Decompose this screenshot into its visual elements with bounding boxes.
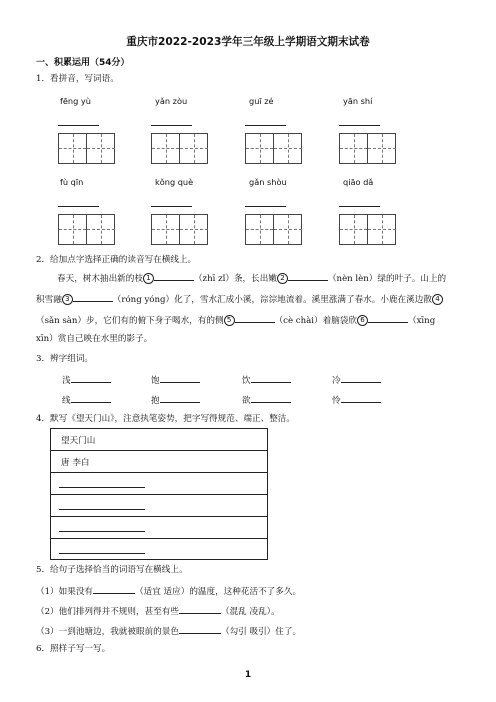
circle-number: 4	[432, 294, 443, 305]
char-item: 浅	[62, 373, 111, 387]
q2-line-1: 春天，树木抽出新的枝 1 （zhī zǐ）条，长出嫩 2 （nèn lèn）绿的叶子。山上的	[57, 271, 446, 285]
pinyin: fù qīn	[60, 177, 84, 187]
answer-line[interactable]	[59, 487, 145, 488]
q5-sentence-3: （3）一到池塘边，我就被眼前的景色 （勾引 吸引）住了。	[36, 624, 301, 638]
q1-prompt: 1．看拼音，写词语。	[36, 74, 119, 84]
q2-prompt: 2．给加点字选择正确的读音写在横线上。	[36, 255, 197, 265]
poem-author: 唐 李白	[61, 458, 90, 468]
answer-blank[interactable]	[73, 292, 113, 302]
pinyin: qiāo dǎ	[343, 177, 374, 187]
answer-blank[interactable]	[251, 373, 291, 383]
writing-grid[interactable]	[58, 133, 115, 164]
writing-grid[interactable]	[339, 133, 396, 164]
writing-grid[interactable]	[245, 133, 302, 164]
circle-number: 1	[143, 273, 154, 284]
char-item: 线	[62, 393, 111, 407]
answer-line[interactable]	[59, 531, 145, 532]
answer-blank[interactable]	[251, 393, 291, 403]
q3-prompt: 3．辨字组词。	[36, 354, 94, 364]
answer-line[interactable]	[151, 206, 192, 207]
circle-number: 6	[357, 315, 368, 326]
char-item: 抱	[151, 393, 200, 407]
answer-blank[interactable]	[179, 604, 221, 614]
answer-line[interactable]	[59, 553, 145, 554]
answer-blank[interactable]	[71, 373, 111, 383]
q5-sentence-1: （1）如果没有 （适宜 适应）的温度，这种花活不了多久。	[36, 584, 301, 598]
answer-line[interactable]	[58, 125, 99, 126]
poem-writing-row[interactable]	[51, 473, 267, 495]
poem-author-row	[51, 451, 267, 473]
poem-table	[50, 428, 268, 560]
writing-grid[interactable]	[339, 214, 396, 245]
answer-blank[interactable]	[341, 393, 381, 403]
pinyin: gǎn shòu	[249, 177, 287, 187]
answer-line[interactable]	[151, 125, 192, 126]
char-item: 欲	[242, 393, 291, 407]
answer-line[interactable]	[59, 509, 145, 510]
answer-line[interactable]	[339, 206, 380, 207]
answer-blank[interactable]	[93, 584, 135, 594]
char-item: 冷	[332, 373, 381, 387]
poem-writing-row[interactable]	[51, 495, 267, 517]
answer-blank[interactable]	[179, 624, 221, 634]
pinyin: yǎn zòu	[155, 96, 188, 106]
q5-sentence-2: （2）他们排列得并不规则，甚至有些 （混乱 凌乱）。	[36, 604, 280, 618]
char-item: 饮	[242, 373, 291, 387]
char-item: 怜	[332, 393, 381, 407]
q5-prompt: 5．给句子选择恰当的词语写在横线上。	[36, 565, 188, 575]
circle-number: 5	[224, 315, 235, 326]
writing-grid[interactable]	[151, 214, 208, 245]
writing-grid[interactable]	[245, 214, 302, 245]
page-number: 1	[244, 670, 252, 680]
q2-line-2: 积雪融 3 （róng yóng）化了，雪水汇成小溪，淙淙地流着。溪里涨满了春水。小鹿在溪边散 4	[36, 292, 443, 306]
poem-writing-row[interactable]	[51, 517, 267, 539]
answer-blank[interactable]	[235, 313, 275, 323]
q4-prompt: 4．默写《望天门山》，注意执笔姿势，把字写得规范、端正、整洁。	[36, 414, 295, 424]
poem-title-row	[51, 429, 267, 451]
pinyin: kǒng què	[155, 177, 194, 187]
q2-line-3: （sǎn sàn）步，它们有的俯下身子喝水，有的侧 5 （cè chài）着脑袋欣 6 （xīng	[36, 313, 435, 327]
answer-blank[interactable]	[288, 271, 328, 281]
answer-blank[interactable]	[368, 313, 408, 323]
answer-blank[interactable]	[160, 373, 200, 383]
answer-blank[interactable]	[71, 393, 111, 403]
q2-line-4: xīn）赏自己映在水里的影子。	[36, 334, 153, 344]
circle-number: 2	[277, 273, 288, 284]
answer-blank[interactable]	[160, 393, 200, 403]
answer-line[interactable]	[245, 206, 286, 207]
writing-grid[interactable]	[58, 214, 115, 245]
answer-line[interactable]	[58, 206, 99, 207]
section-heading: 一、积累运用（54分）	[36, 58, 130, 68]
writing-grid[interactable]	[151, 133, 208, 164]
pinyin: yān shí	[343, 96, 373, 106]
answer-line[interactable]	[245, 125, 286, 126]
poem-title: 望天门山	[61, 436, 96, 446]
pinyin: guī zé	[249, 96, 274, 106]
page-title: 重庆市2022-2023学年三年级上学期语文期末试卷	[126, 36, 370, 48]
q6-prompt: 6．照样子写一写。	[36, 644, 111, 654]
answer-line[interactable]	[339, 125, 380, 126]
char-item: 饱	[151, 373, 200, 387]
answer-blank[interactable]	[154, 271, 194, 281]
pinyin: fēng yù	[60, 96, 91, 106]
circle-number: 3	[62, 294, 73, 305]
answer-blank[interactable]	[341, 373, 381, 383]
poem-writing-row[interactable]	[51, 539, 267, 561]
